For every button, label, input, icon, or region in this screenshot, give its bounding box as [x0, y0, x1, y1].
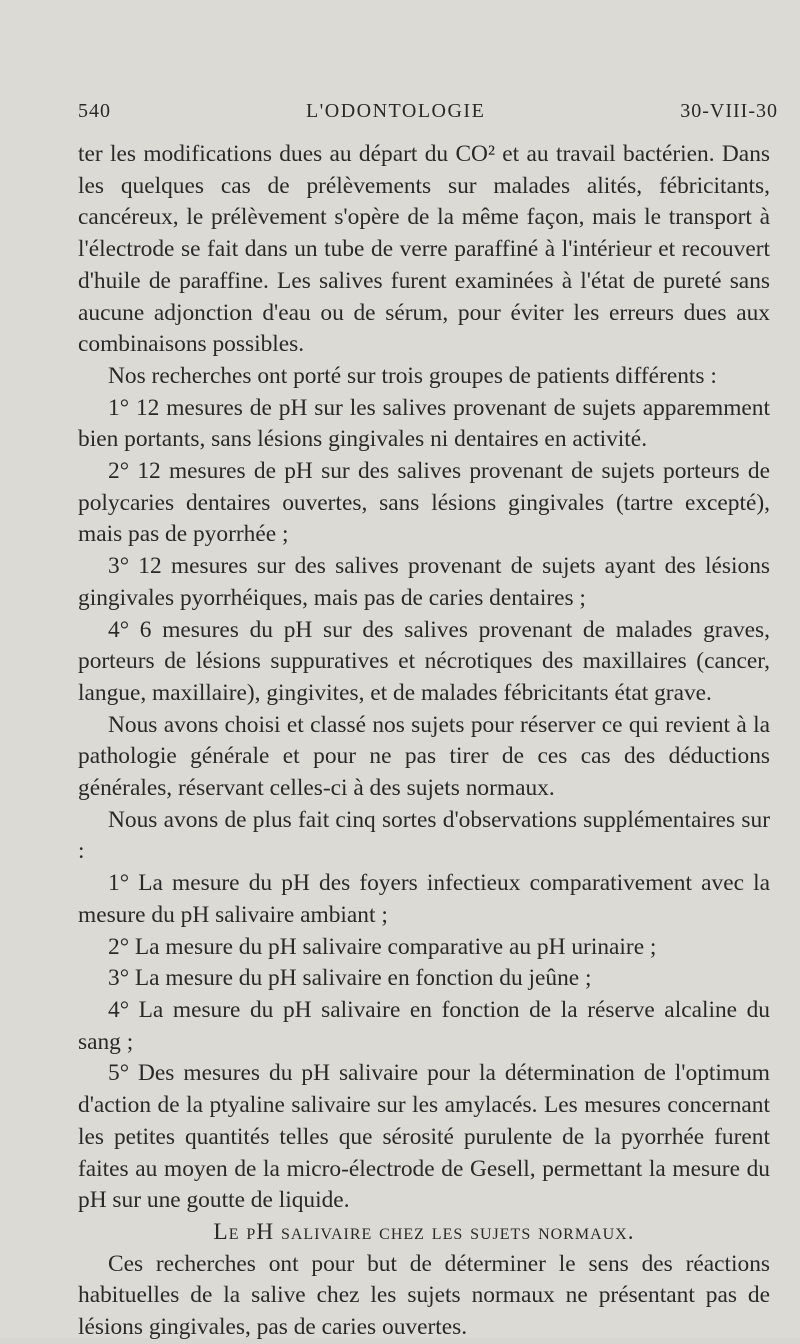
- section-title: Le pH salivaire chez les sujets normaux.: [213, 1218, 635, 1245]
- journal-title: L'ODONTOLOGIE: [305, 100, 486, 122]
- paragraph: Nos recherches ont porté sur trois groupes de patients différents :: [108, 362, 717, 389]
- list-item: 1° 12 mesures de pH sur les salives provenant de sujets apparemment bien portants, sans lésions gingivales ni dentaires en activité.: [78, 394, 770, 453]
- list-item: 3° La mesure du pH salivaire en fonction du jeûne ;: [108, 965, 592, 992]
- list-item: 3° 12 mesures sur des salives provenant de sujets ayant des lésions gingivales pyorrhéiques, mais pas de caries dentaires ;: [78, 553, 770, 611]
- page-number: 540: [78, 100, 111, 122]
- body-text: [78, 139, 770, 1344]
- paragraph: ter les modifications dues au départ du CO² et au travail bactérien. Dans les quelques cas de prélèvements sur malades alités, fébricitants, cancéreux, le prélèvement s'opère de la même façon, mais le transport à l'électrode se fait dans un tube de verre paraffiné à l'intérieur et recouvert d'huile de paraffine. Les salives furent examinées à l'état de pureté sans aucune adjonction d'eau ou de sérum, pour éviter les erreurs dues aux combinaisons possibles.: [78, 141, 770, 358]
- list-item: 4° 6 mesures du pH sur des salives provenant de malades graves, porteurs de lésions suppuratives et nécrotiques des maxillaires (cancer, langue, maxillaire), gingivites, et de malades fébricitants état grave.: [78, 616, 770, 706]
- list-item: 1° La mesure du pH des foyers infectieux comparativement avec la mesure du pH salivaire ambiant ;: [78, 870, 770, 928]
- issue-date: 30-VIII-30: [680, 100, 778, 122]
- paragraph: Nous avons de plus fait cinq sortes d'observations supplémentaires sur :: [78, 806, 770, 865]
- paragraph: Ces recherches ont pour but de déterminer le sens des réactions habituelles de la salive chez les sujets normaux ne présentant pas de lésions gingivales, pas de caries ouvertes.: [78, 1250, 770, 1341]
- list-item: 4° La mesure du pH salivaire en fonction de la réserve alcaline du sang ;: [78, 996, 770, 1055]
- list-item: 2° 12 mesures de pH sur des salives provenant de sujets porteurs de polycaries dentaires ouvertes, sans lésions gingivales (tartre excepté), mais pas de pyorrhée ;: [78, 458, 770, 548]
- paragraph: Nous avons choisi et classé nos sujets pour réserver ce qui revient à la pathologie générale et pour ne pas tirer de ces cas des déductions générales, réservant celles-ci à des sujets normaux.: [78, 711, 770, 802]
- list-item: 5° Des mesures du pH salivaire pour la détermination de l'optimum d'action de la ptyaline salivaire sur les amylacés. Les mesures concernant les petites quantités telles que sérosité purulente de la pyorrhée furent faites au moyen de la micro-électrode de Gesell, permettant la mesure du pH sur une goutte de liquide.: [78, 1060, 770, 1214]
- running-header: [78, 100, 778, 123]
- list-item: 2° La mesure du pH salivaire comparative au pH urinaire ;: [108, 933, 657, 960]
